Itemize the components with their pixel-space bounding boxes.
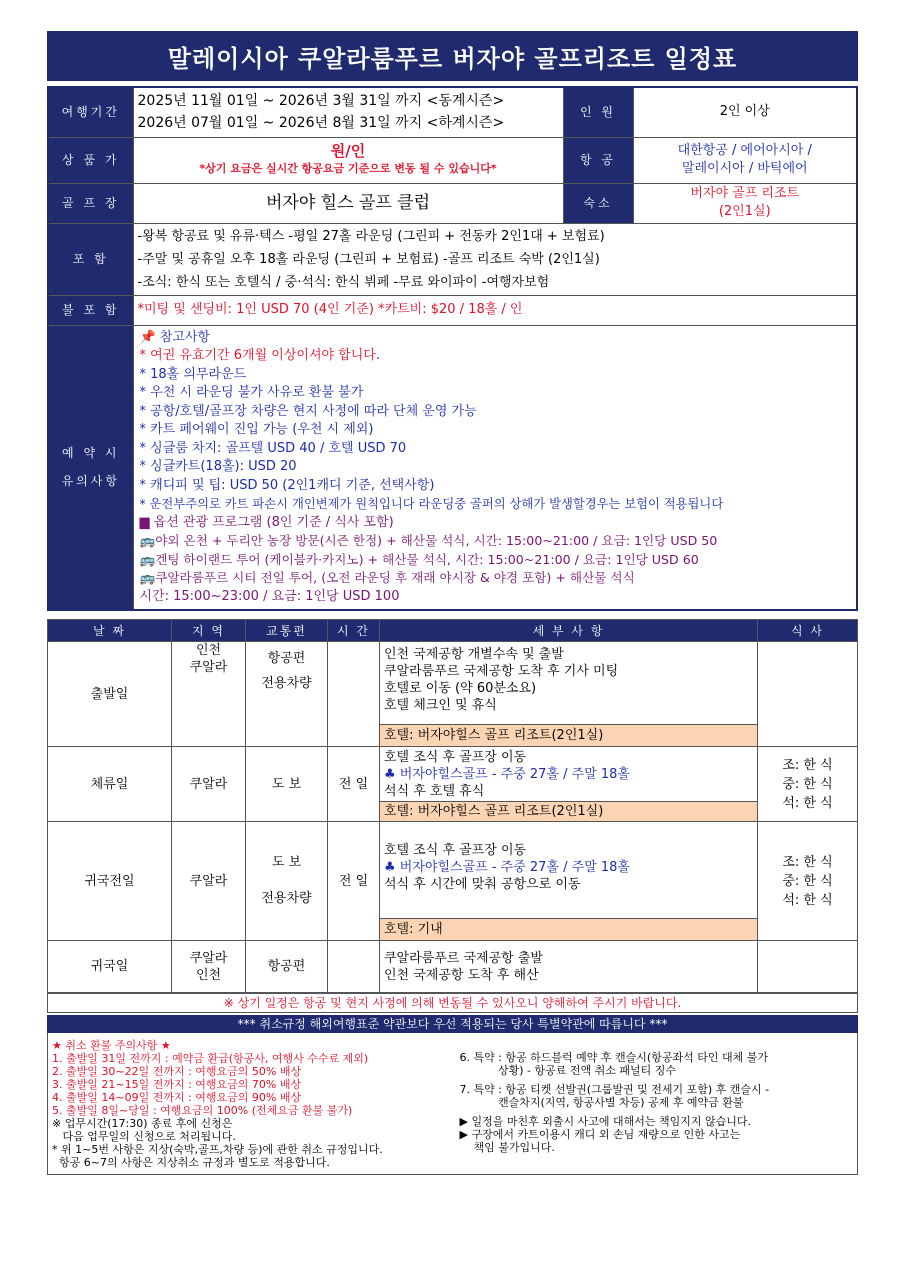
hotel-line: 호텔: 기내 <box>380 919 758 941</box>
price-note: *상기 요금은 실시간 항공요금 기준으로 변동 될 수 있습니다* <box>199 162 497 175</box>
special-term: 상황) - 항공료 전액 취소 패널티 징수 <box>459 1064 676 1077</box>
cancel-note: ※ 업무시간(17:30) 종료 후에 신청은 <box>52 1117 233 1130</box>
include-item: -왕복 항공료 및 유류·텍스 -평일 27홀 라운딩 (그린피 + 전동카 2인1대 + 보험료) <box>137 228 605 244</box>
stay-label: 숙소 <box>563 183 633 223</box>
price-value: 원/인 <box>330 142 366 160</box>
note-item: * 우천 시 라운딩 불가 사유로 환불 불가 <box>139 385 364 400</box>
detail-line: 호텔로 이동 (약 60분소요) <box>384 681 537 696</box>
note-item: * 캐디피 및 팁: USD 50 (2인1캐디 기준, 선택사항) <box>139 477 435 493</box>
note-item: * 여권 유효기간 6개월 이상이셔야 합니다. <box>139 348 380 363</box>
airline-label: 항 공 <box>563 137 633 183</box>
transport: 항공편 <box>246 941 328 993</box>
table-row <box>48 941 858 993</box>
day-label: 귀국일 <box>48 941 172 993</box>
special-term: 책임 불가입니다. <box>459 1141 555 1154</box>
cancel-item: 2. 출발일 30~22일 전까지 : 여행요금의 50% 배상 <box>52 1065 302 1078</box>
special-term: 7. 특약 : 항공 티켓 선발권(그룹발권 및 전세기 포함) 후 캔슬시 - <box>459 1083 770 1096</box>
header-meals: 식 사 <box>758 620 858 642</box>
day-label: 귀국전일 <box>48 822 172 941</box>
transport: 항공편 <box>267 651 306 666</box>
meal-breakfast: 조: 한 식 <box>782 854 833 870</box>
meal-dinner: 석: 한 식 <box>782 795 833 811</box>
day-label: 체류일 <box>48 747 172 822</box>
cancel-note: 항공 6~7의 사항은 지상취소 규정과 별도로 적용합니다. <box>52 1156 330 1169</box>
table-row <box>48 822 858 919</box>
option-item: 야외 온천 + 두리안 농장 방문(시즌 한정) + 해산물 석식, 시간: 15:00~21:00 / 요금: 1인당 USD 50 <box>155 533 718 548</box>
header-time: 시 간 <box>328 620 380 642</box>
page-title: 말레이시아 쿠알라룸푸르 버자야 골프리조트 일정표 <box>47 31 858 81</box>
detail-line: 석식 후 시간에 맞춰 공항으로 이동 <box>384 877 581 892</box>
region: 쿠알라 <box>172 822 246 941</box>
cancel-item: 5. 출발일 8일~당일 : 여행요금의 100% (전체요금 환불 불가) <box>52 1104 353 1117</box>
detail-line: 호텔 체크인 및 휴식 <box>384 698 497 713</box>
transport: 도 보 <box>271 855 302 870</box>
bus-icon: 🚌 <box>139 570 156 585</box>
exclude-label: 불 포 함 <box>48 295 133 325</box>
golf-label: 골 프 장 <box>48 183 133 223</box>
notice-schedule-change: ※ 상기 일정은 항공 및 현지 사정에 의해 변동될 수 있사오니 양해하여 주시기 바랍니다. <box>47 993 858 1013</box>
period-line-2: 2026년 07월 01일 ~ 2026년 8월 31일 까지 <하계시즌> <box>137 115 505 132</box>
header-region: 지 역 <box>172 620 246 642</box>
notice-cancel-policy: *** 취소규정 해외여행표준 약관보다 우선 적용되는 당사 특별약관에 따릅니다 *** <box>47 1015 858 1033</box>
transport: 도 보 <box>246 747 328 822</box>
region: 쿠알라 <box>189 950 228 966</box>
detail-line: 쿠알라룸푸르 국제공항 도착 후 기사 미팅 <box>384 664 619 679</box>
detail-line: 석식 후 호텔 휴식 <box>384 784 485 799</box>
day-label: 출발일 <box>48 642 172 747</box>
include-label: 포 함 <box>48 223 133 295</box>
header-date: 날 짜 <box>48 620 172 642</box>
detail-golf: ♣ 버자야힐스골프 - 주중 27홀 / 주말 18홀 <box>384 767 630 782</box>
price-label: 상 품 가 <box>48 137 133 183</box>
meal-lunch: 중: 한 식 <box>782 776 833 792</box>
detail-golf: ♣ 버자야힐스골프 - 주중 27홀 / 주말 18홀 <box>384 860 630 875</box>
bus-icon: 🚌 <box>139 533 156 548</box>
meal-lunch: 중: 한 식 <box>782 873 833 889</box>
note-item: * 싱글룸 차지: 골프텔 USD 40 / 호텔 USD 70 <box>139 440 407 456</box>
pin-icon: 📌 <box>139 329 156 345</box>
info-table <box>47 86 858 611</box>
people-label: 인 원 <box>563 87 633 137</box>
time <box>328 642 380 747</box>
note-item: * 18홀 의무라운드 <box>139 366 247 382</box>
special-term: ▶ 구장에서 카트이용시 캐디 외 손님 재량으로 인한 사고는 <box>459 1128 741 1141</box>
detail-line: 쿠알라룸푸르 국제공항 출발 <box>384 950 543 966</box>
include-item: -조식: 한식 또는 호텔식 / 중·석식: 한식 뷔페 -무료 와이파이 -여행자보험 <box>137 274 550 290</box>
cancel-policy <box>47 1033 858 1175</box>
option-header: 옵션 관광 프로그램 (8인 기준 / 식사 포함) <box>153 514 394 530</box>
hotel-line: 호텔: 버자야힐스 골프 리조트(2인1실) <box>380 725 758 747</box>
region: 인천 <box>195 643 222 658</box>
transport: 전용차량 <box>261 676 312 691</box>
include-item: -주말 및 공휴일 오후 18홀 라운딩 (그린피 + 보험료) -골프 리조트 숙박 (2인1실) <box>137 251 600 267</box>
bus-icon: 🚌 <box>139 551 156 567</box>
cancel-note: * 위 1~5번 사항은 지상(숙박,골프,차량 등)에 관한 취소 규정입니다. <box>52 1143 383 1156</box>
cancel-item: 4. 출발일 14~09일 전까지 : 여행요금의 90% 배상 <box>52 1091 302 1104</box>
cancel-header: ★ 취소 환불 주의사항 ★ <box>52 1039 171 1052</box>
note-item: * 운전부주의로 카트 파손시 개인변제가 원칙입니다 라운딩중 골퍼의 상해가 발생할경우는 보험이 적용됩니다 <box>139 497 724 511</box>
note-item: * 싱글카트(18홀): USD 20 <box>139 459 297 474</box>
exclude-value: *미팅 및 샌딩비: 1인 USD 70 (4인 기준) *카트비: $20 / 18홀 / 인 <box>133 295 857 325</box>
period-label: 여행기간 <box>48 87 133 137</box>
region: 쿠알라 <box>172 747 246 822</box>
option-last-line: 시간: 15:00~23:00 / 요금: 1인당 USD 100 <box>139 588 400 604</box>
period-line-1: 2025년 11월 01일 ~ 2026년 3월 31일 까지 <동계시즌> <box>137 93 505 110</box>
stay-line-2: (2인1실) <box>718 204 771 219</box>
time: 전 일 <box>328 747 380 822</box>
airline-line-1: 대한항공 / 에어아시아 / <box>677 143 812 158</box>
table-row <box>48 747 858 802</box>
book-icon: ▆ <box>139 514 150 530</box>
note-item: * 공항/호텔/골프장 차량은 현지 사정에 따라 단체 운영 가능 <box>139 403 477 419</box>
notes-header: 참고사항 <box>159 329 211 345</box>
golf-value: 버자야 힐스 골프 클럽 <box>133 183 563 223</box>
time: 전 일 <box>328 822 380 941</box>
header-details: 세 부 사 항 <box>380 620 758 642</box>
people-value: 2인 이상 <box>633 87 857 137</box>
meal-dinner: 석: 한 식 <box>782 892 833 908</box>
detail-line: 인천 국제공항 도착 후 해산 <box>384 967 539 983</box>
schedule-table <box>47 619 858 993</box>
region: 인천 <box>195 967 222 983</box>
cancel-item: 3. 출발일 21~15일 전까지 : 여행요금의 70% 배상 <box>52 1078 302 1091</box>
region: 쿠알라 <box>189 660 228 675</box>
note-item: * 카트 페어웨이 진입 가능 (우천 시 제외) <box>139 422 374 437</box>
detail-line: 호텔 조식 후 골프장 이동 <box>384 843 527 858</box>
special-term: ▶ 일정을 마친후 외출시 사고에 대해서는 책임지지 않습니다. <box>459 1115 751 1128</box>
option-item: 겐팅 하이랜드 투어 (케이블카·카지노) + 해산물 석식, 시간: 15:00~21:00 / 요금: 1인당 USD 60 <box>155 551 699 567</box>
cancel-note: 다음 업무일의 신청으로 처리됩니다. <box>52 1130 236 1143</box>
itinerary-document <box>47 31 858 1175</box>
airline-line-2: 말레이시아 / 바틱에어 <box>681 161 808 176</box>
special-term: 캔슬차지(지역, 항공사별 차등) 공제 후 예약금 환불 <box>459 1096 744 1109</box>
stay-line-1: 버자야 골프 리조트 <box>690 186 800 201</box>
special-term: 6. 특약 : 항공 하드블럭 예약 후 캔슬시(항공좌석 타인 대체 불가 <box>459 1051 768 1064</box>
header-transport: 교통편 <box>246 620 328 642</box>
detail-line: 인천 국제공항 개별수속 및 출발 <box>384 647 564 662</box>
detail-line: 호텔 조식 후 골프장 이동 <box>384 750 527 765</box>
table-row <box>48 642 858 725</box>
cancel-item: 1. 출발일 31일 전까지 : 예약금 환급(항공사, 여행사 수수료 제외) <box>52 1052 369 1065</box>
transport: 전용차량 <box>261 891 312 906</box>
meal-breakfast: 조: 한 식 <box>782 757 833 773</box>
hotel-line: 호텔: 버자야힐스 골프 리조트(2인1실) <box>380 802 758 822</box>
notes-label-1: 예 약 시 <box>62 446 120 461</box>
option-item: 쿠알라룸푸르 시티 전일 투어, (오전 라운딩 후 재래 야시장 & 야경 포함) + 해산물 석식 <box>155 570 635 585</box>
notes-label-2: 유의사항 <box>61 474 120 489</box>
